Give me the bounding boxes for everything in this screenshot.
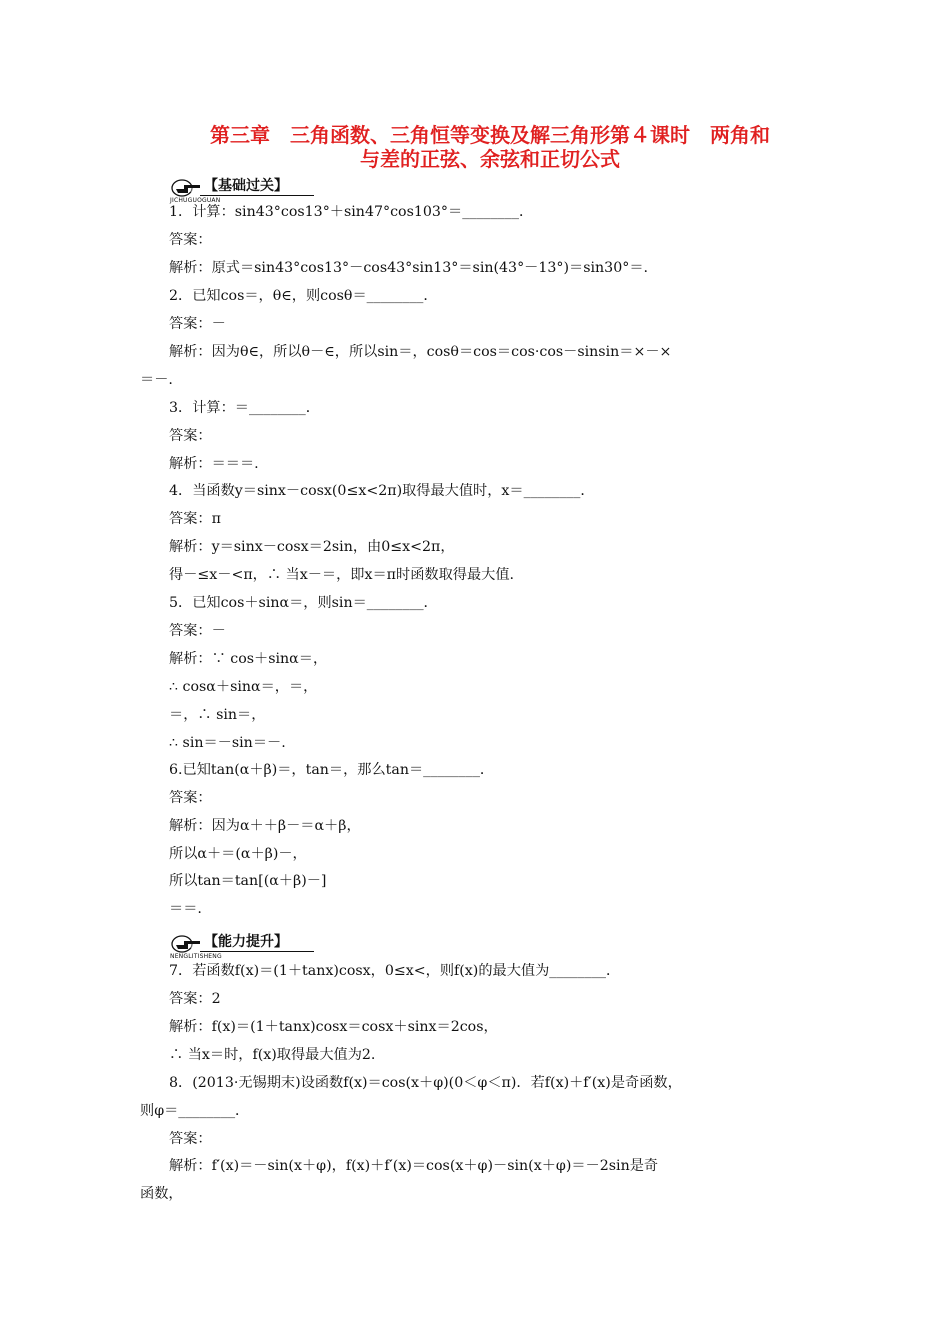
document-title-line-2: 与差的正弦、余弦和正切公式 <box>360 147 620 171</box>
answer-5: 答案：－ <box>169 623 226 639</box>
pointing-hand-icon <box>170 176 204 198</box>
answer-8: 答案： <box>169 1131 212 1147</box>
answer-3: 答案： <box>169 428 212 444</box>
explanation-7-cont: ∴ 当x＝时，f(x)取得最大值为2. <box>169 1047 376 1063</box>
question-1: 1．计算：sin43°cos13°＋sin47°cos103°＝________． <box>169 204 534 220</box>
explanation-2-cont: ＝－. <box>140 372 173 388</box>
answer-2: 答案：－ <box>169 316 226 332</box>
question-2: 2．已知cos＝，θ∈，则cosθ＝________． <box>169 288 438 304</box>
section-label-advanced: 【能力提升】 <box>204 934 288 950</box>
section-pinyin-basic: JICHUGUOGUAN <box>170 197 221 204</box>
document-title-line-1: 第三章 三角函数、三角恒等变换及解三角形第４课时 两角和 <box>210 123 770 147</box>
explanation-8: 解析：f′(x)＝－sin(x＋φ)，f(x)＋f′(x)＝cos(x＋φ)－sin(x＋φ)＝－2sin是奇 <box>169 1158 659 1174</box>
section-header-advanced <box>170 926 320 962</box>
question-4: 4．当函数y＝sinx－cosx(0≤x<2π)取得最大值时，x＝________． <box>169 483 595 499</box>
explanation-5-step-3: ＝，∴ sin＝， <box>169 707 266 723</box>
explanation-6-step-4: ＝＝. <box>169 901 202 917</box>
answer-1: 答案： <box>169 232 212 248</box>
question-8-cont: 则φ＝________． <box>140 1103 250 1119</box>
explanation-5-step-4: ∴ sin＝－sin＝－. <box>169 735 286 751</box>
explanation-6-step-3: 所以tan＝tan[(α＋β)－] <box>169 873 327 889</box>
question-7: 7．若函数f(x)＝(1＋tanx)cosx，0≤x<，则f(x)的最大值为________． <box>169 963 621 979</box>
section-underline <box>200 195 314 196</box>
question-3: 3．计算：＝________． <box>169 400 320 416</box>
explanation-4-cont: 得－≤x－<π，∴ 当x－＝，即x＝π时函数取得最大值. <box>169 567 515 583</box>
explanation-6-step-2: 所以α＋＝(α＋β)－， <box>169 846 307 862</box>
section-underline <box>200 951 314 952</box>
explanation-1: 解析：原式＝sin43°cos13°－cos43°sin13°＝sin(43°－13°)＝sin30°＝. <box>169 260 649 276</box>
answer-6: 答案： <box>169 790 212 806</box>
explanation-4: 解析：y＝sinx－cosx＝2sin，由0≤x<2π， <box>169 539 455 555</box>
question-5: 5．已知cos＋sinα＝，则sin＝________． <box>169 595 438 611</box>
explanation-6: 解析：因为α＋＋β－＝α＋β， <box>169 818 361 834</box>
question-8: 8．(2013·无锡期末)设函数f(x)＝cos(x＋φ)(0＜φ＜π)．若f(x)＋f′(x)是奇函数， <box>169 1075 682 1091</box>
pointing-hand-icon <box>170 932 204 954</box>
explanation-5: 解析：∵ cos＋sinα＝， <box>169 651 328 667</box>
explanation-8-cont: 函数， <box>140 1186 183 1202</box>
section-header-basic <box>170 170 320 206</box>
answer-4: 答案：π <box>169 511 221 527</box>
answer-7: 答案：2 <box>169 991 221 1007</box>
explanation-5-step-2: ∴ cosα＋sinα＝，＝， <box>169 679 318 695</box>
section-pinyin-advanced: NENGLITISHENG <box>170 953 222 960</box>
question-6: 6.已知tan(α＋β)＝，tan＝，那么tan＝________． <box>169 762 495 778</box>
explanation-3: 解析：＝＝＝. <box>169 456 259 472</box>
explanation-2: 解析：因为θ∈，所以θ－∈，所以sin＝，cosθ＝cos＝cos·cos－sinsin＝×－× <box>169 344 672 360</box>
explanation-7: 解析：f(x)＝(1＋tanx)cosx＝cosx＋sinx＝2cos， <box>169 1019 498 1035</box>
section-label-basic: 【基础过关】 <box>204 178 288 194</box>
